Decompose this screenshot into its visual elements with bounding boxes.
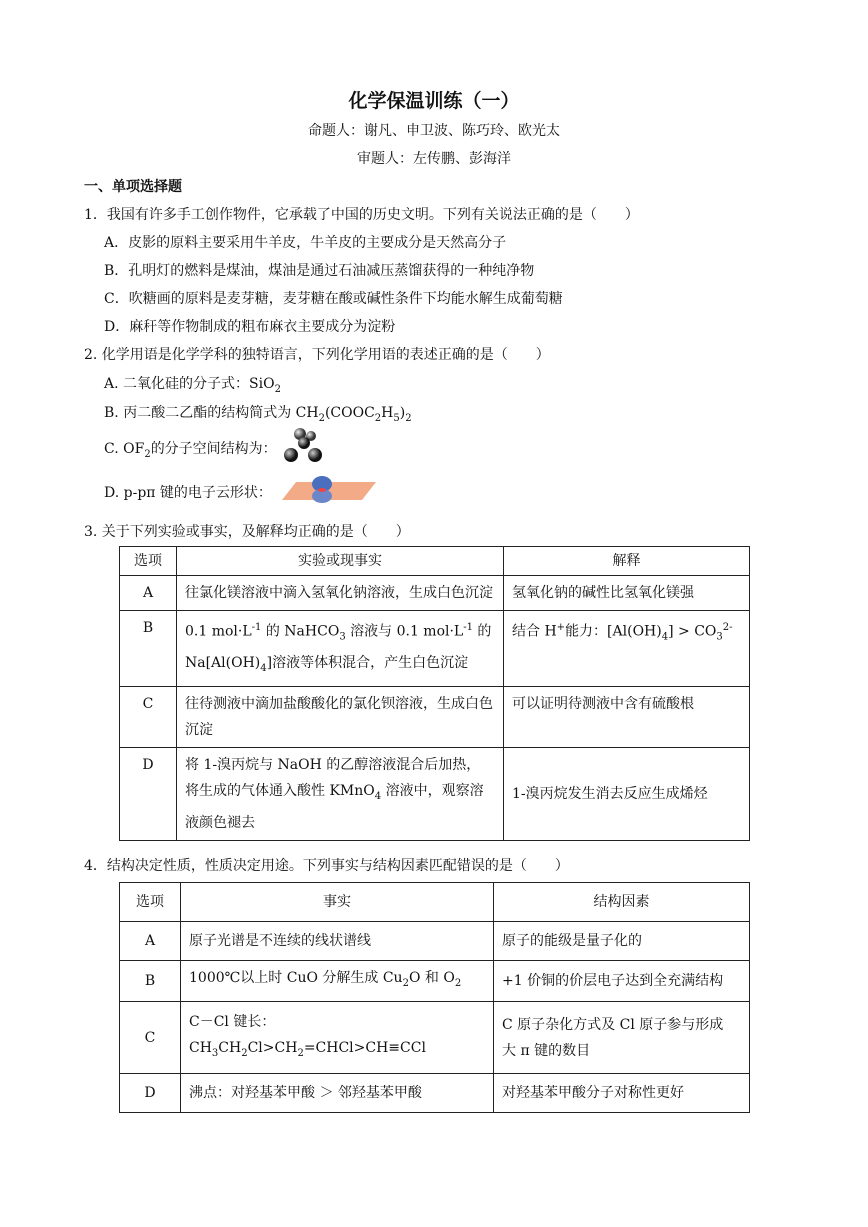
table-header-row (120, 883, 750, 922)
cause-cell: 原子的能级是量子化的 (494, 922, 750, 961)
experiment-cell: 往待测液中滴加盐酸酸化的氯化钡溶液，生成白色沉淀 (177, 687, 504, 748)
table-row (120, 961, 750, 1002)
table-header-cell: 选项 (120, 547, 177, 576)
option-cell: B (120, 611, 177, 687)
table-row (120, 1074, 750, 1113)
q2-option-c: C. $OF_2$的分子空间结构为： (104, 441, 277, 460)
fact-cell: 原子光谱是不连续的线状谱线 (181, 922, 494, 961)
cause-cell: +1 价铜的价层电子达到全充满结构 (494, 961, 750, 1002)
table-row (120, 611, 750, 687)
table-row (120, 1002, 750, 1074)
experiment-cell: 往氯化镁溶液中滴入氢氧化钠溶液，生成白色沉淀 (177, 576, 504, 611)
fact-cell: 1000℃以上时 CuO 分解生成 $Cu_2O$ 和 $O_2$ (181, 961, 494, 1002)
option-cell: A (120, 576, 177, 611)
table-header-cell: 实验或现事实 (177, 547, 504, 576)
explanation-cell: 可以证明待测液中含有硫酸根 (504, 687, 750, 748)
q1-stem: 1．我国有许多手工创作物件，它承载了中国的历史文明。下列有关说法正确的是（ ） (84, 207, 639, 223)
explanation-cell: 结合 H+能力：$[Al(OH)_4] > CO_3^{2-}$ (504, 611, 750, 687)
q2-option-a: A. 二氧化硅的分子式：SiO$_2$ (104, 376, 281, 395)
table-header-cell: 选项 (120, 883, 181, 922)
option-cell: C (120, 687, 177, 748)
experiment-cell: 0.1 $mol\cdot L^{-1}$ 的 NaHCO$_3$ 溶液与 0.1 $mol\cdot L^{-1}$ 的 $Na[Al(OH)_4]$溶液等体积混合，产生白色沉淀 (177, 611, 504, 687)
q1-option-c: C．吹糖画的原料是麦芽糖，麦芽糖在酸或碱性条件下均能水解生成葡萄糖 (104, 291, 563, 307)
option-cell: D (120, 1074, 181, 1113)
table-header-cell: 事实 (181, 883, 494, 922)
table-header-row (120, 547, 750, 576)
table-header-cell: 解释 (504, 547, 750, 576)
q1-option-b: B．孔明灯的燃料是煤油，煤油是通过石油减压蒸馏获得的一种纯净物 (104, 263, 535, 279)
table-row (120, 576, 750, 611)
explanation-cell: 氢氧化钠的碱性比氢氧化镁强 (504, 576, 750, 611)
option-cell: D (120, 748, 177, 841)
option-cell: C (120, 1002, 181, 1074)
experiment-cell: 将 1-溴丙烷与 NaOH 的乙醇溶液混合后加热， 将生成的气体通入酸性 KMnO$_4$ 溶液中，观察溶 液颜色褪去 (177, 748, 504, 841)
q2-option-b: B. 丙二酸二乙酯的结构简式为 $CH_2(COOC_2H_5)_2$ (104, 405, 412, 424)
page-title: 化学保温训练（一） (348, 90, 520, 112)
cause-cell: C 原子杂化方式及 Cl 原子参与形成 大 π 键的数目 (494, 1002, 750, 1074)
cause-cell: 对羟基苯甲酸分子对称性更好 (494, 1074, 750, 1113)
q2-option-d: D. p-pπ 键的电子云形状： (104, 485, 272, 501)
table-row (120, 748, 750, 841)
fact-cell: 沸点：对羟基苯甲酸 ＞ 邻羟基苯甲酸 (181, 1074, 494, 1113)
q1-option-a: A．皮影的原料主要采用牛羊皮，牛羊皮的主要成分是天然高分子 (104, 235, 507, 251)
fact-cell: C－Cl 键长： $CH_3CH_2Cl>CH_2=CHCl>CH\equiv CCl$ (181, 1002, 494, 1074)
q2-stem: 2. 化学用语是化学学科的独特语言，下列化学用语的表述正确的是（ ） (84, 347, 550, 363)
table-row (120, 922, 750, 961)
authors: 命题人：谢凡、申卫波、陈巧玲、欧光太 (308, 123, 560, 139)
p-p-pi-bond-cloud-icon (282, 474, 378, 504)
q1-option-d: D．麻秆等作物制成的粗布麻衣主要成分为淀粉 (104, 319, 396, 335)
q4-stem: 4．结构决定性质，性质决定用途。下列事实与结构因素匹配错误的是（ ） (84, 858, 569, 874)
explanation-cell: 1-溴丙烷发生消去反应生成烯烃 (504, 748, 750, 841)
q4-table (119, 882, 750, 1113)
q3-stem: 3. 关于下列实验或事实，及解释均正确的是（ ） (84, 524, 410, 540)
of2-molecule-model-icon (280, 424, 328, 464)
q3-table (119, 546, 750, 841)
section-heading: 一、单项选择题 (84, 179, 182, 195)
reviewers: 审题人：左传鹏、彭海洋 (357, 151, 511, 167)
option-cell: B (120, 961, 181, 1002)
option-cell: A (120, 922, 181, 961)
table-header-cell: 结构因素 (494, 883, 750, 922)
table-row (120, 687, 750, 748)
